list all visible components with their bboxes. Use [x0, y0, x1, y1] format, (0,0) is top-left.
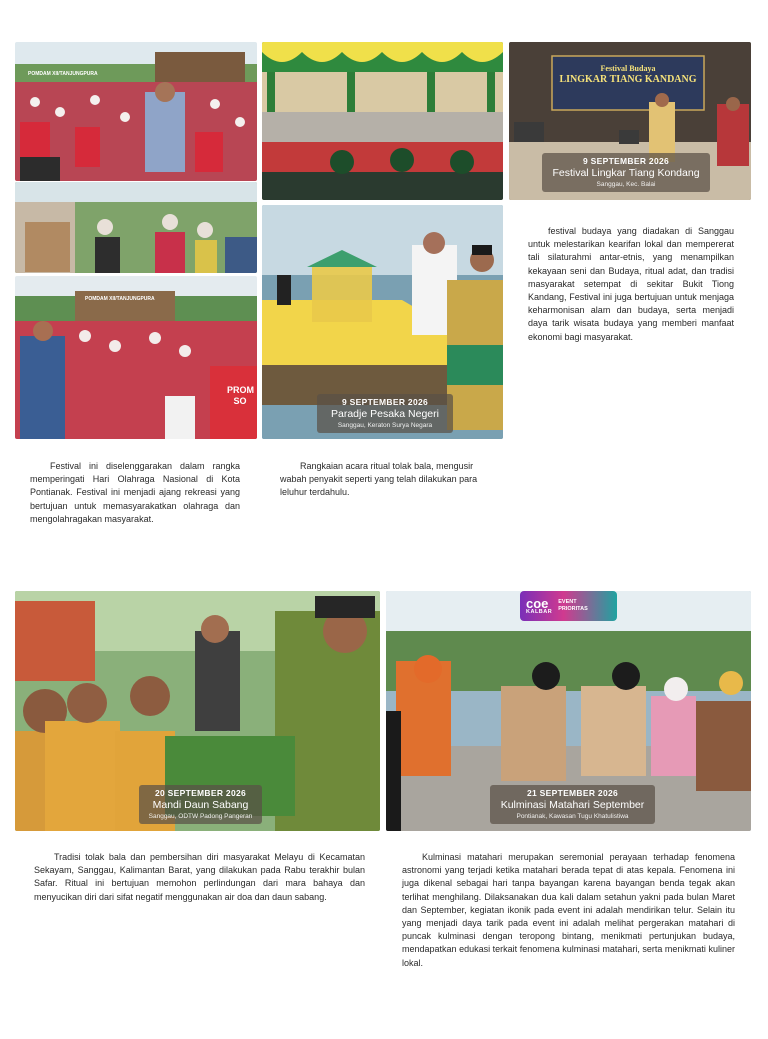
photo-olahraga-booth	[15, 182, 257, 273]
shirt-text: PROM SO	[227, 385, 254, 406]
caption-location: Pontianak, Kawasan Tugu Khatulistiwa	[516, 813, 629, 820]
coe-kalbar-logo	[520, 591, 617, 621]
text-kulminasi	[402, 851, 735, 970]
paragraph: Tradisi tolak bala dan pembersihan diri masyarakat Melayu di Kecamatan Sekayam, Sanggau, Kalimantan Barat, yang dilakukan pada Rabu terakhir bulan Safar. Ritual ini bertujuan memohon perlindungan dari mara bahaya dan menyucikan diri dari sifat negatif menggunakan air doa dan daun sabang.	[34, 852, 365, 902]
photo-olahraga-crowd-top	[15, 42, 257, 181]
logo-prioritas-text: PRIORITAS	[558, 606, 588, 612]
caption-paradje	[317, 394, 453, 433]
caption-date: 9 SEPTEMBER 2026	[341, 397, 429, 407]
stage-banner-line1: Festival Budaya	[600, 64, 656, 73]
caption-mandi-daun	[139, 785, 262, 824]
caption-date: 20 SEPTEMBER 2026	[154, 788, 247, 798]
text-mandi-daun	[34, 851, 365, 904]
caption-title: Mandi Daun Sabang	[152, 799, 249, 811]
caption-date: 21 SEPTEMBER 2026	[526, 788, 619, 798]
caption-festival-lingkar	[542, 153, 710, 192]
caption-location: Sanggau, ODTW Padong Pangeran	[148, 813, 253, 820]
text-olahraga	[30, 460, 240, 526]
caption-title: Paradje Pesaka Negeri	[331, 408, 439, 420]
logo-main-text: coe	[526, 595, 549, 611]
paragraph: Rangkaian acara ritual tolak bala, mengusir wabah penyakit seperti yang telah dilakukan para leluhur terdahulu.	[280, 461, 478, 498]
text-festival-lingkar	[528, 225, 734, 344]
caption-title: Kulminasi Matahari September	[500, 799, 645, 811]
caption-location: Sanggau, Keraton Surya Negara	[337, 422, 433, 429]
paragraph: Festival ini diselenggarakan dalam rangka memperingati Hari Olahraga Nasional di Kota Pontianak. Festival ini menjadi ajang rekreasi yang bertujuan untuk memasyarakatkan olahraga dan mengolahragakan masyarakat.	[30, 461, 240, 524]
stage-banner-title	[553, 63, 703, 85]
paragraph: Kulminasi matahari merupakan seremonial perayaan terhadap fenomena astronomi yang terjadi ketika matahari berada tepat di atas kepala. Fenomena ini juga dikenal sebagai hari tanpa bayangan karena bayangan benda tegak akan terlihat menghilang. Dilaksanakan dua kali dalam setahun yakni pada bulan Maret dan September, kegiatan ikonik pada event ini adalah mendirikan telur. Selain itu yang menjadi daya tarik pada event ini adalah melihat pergerakan matahari di puncak kulminasi dengan teropong bintang, menikmati pertunjukan budaya, mendapatkan edukasi terkait fenomena kulminasi matahari, serta menikmati kuliner lokal.	[402, 852, 735, 968]
text-paradje	[280, 460, 480, 500]
logo-sub-text: KALBAR	[526, 608, 553, 615]
photo-tent-ceremony	[262, 42, 503, 200]
paragraph: festival budaya yang diadakan di Sanggau untuk melestarikan kearifan lokal dan mempererat tali silaturahmi antar-etnis, yang menampilkan kekayaan seni dan Budaya, ritual adat, dan tradisi masyarakat setempat di sekitar Bukit Tiong Kandang, Festival ini juga bertujuan untuk menjaga keharmonisan alam dan budaya, serta menjadi daya tarik wisata budaya yang memberi manfaat ekonomi bagi masyarakat.	[528, 226, 734, 342]
caption-title: Festival Lingkar Tiang Kondang	[552, 167, 700, 179]
caption-kulminasi	[490, 785, 655, 824]
gate-banner-1: POMDAM XII/TANJUNGPURA	[28, 71, 98, 77]
logo-event-text: EVENT	[558, 599, 577, 605]
caption-location: Sanggau, Kec. Balai	[596, 181, 656, 188]
caption-date: 9 SEPTEMBER 2026	[582, 156, 670, 166]
gate-banner-2: POMDAM XII/TANJUNGPURA	[85, 296, 155, 302]
stage-banner-line2: LINGKAR TIANG KANDANG	[559, 74, 697, 85]
